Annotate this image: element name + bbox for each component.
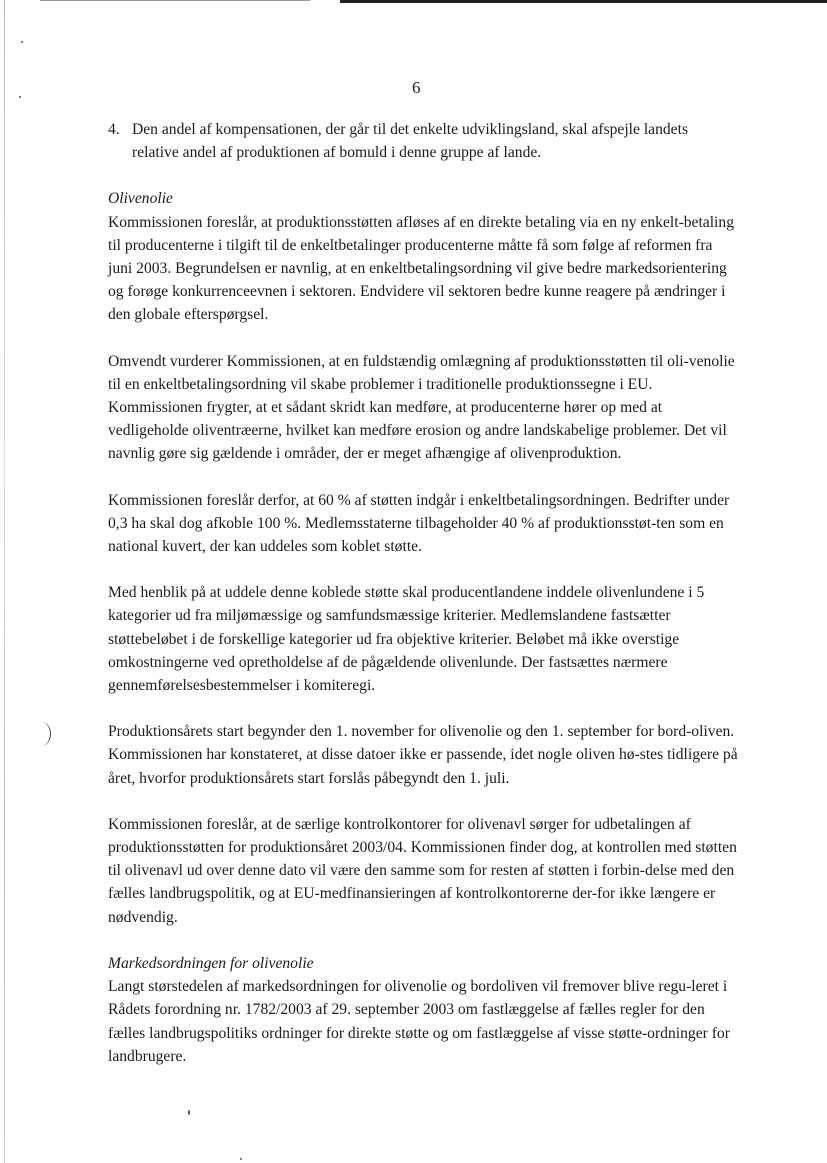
section-heading-olivenolie: Olivenolie [108,190,173,208]
scan-speck [240,1158,242,1160]
paragraph: Kommissionen foreslår, at produktionsstøtten afløses af en direkte betaling via en ny enkelt-betaling til producenterne i tilgift til de enkeltbetalinger producenterne måtte få som følge af reformen fra juni 2003. Begrundelsen er navnlig, at en enkeltbetalingsordning vil give bedre markedsorientering og forøge konkurrenceevnen i sektoren. Endvidere vil sektoren bedre kunne reagere på ændringer i den globale efterspørgsel. [108,213,734,324]
scan-artifact-top-right [340,0,827,3]
scan-speck [188,1110,190,1115]
section-heading-markedsordningen: Markedsordningen for olivenolie [108,954,314,972]
scan-speck [21,41,23,43]
page-body [108,118,738,1091]
scan-artifact-left-edge [4,0,5,1163]
paragraph: Kommissionen foreslår derfor, at 60 % af støtten indgår i enkeltbetalingsordningen. Bedrifter under 0,3 ha skal dog afkoble 100 %. Medlemsstaterne tilbageholder 40 % af produktionsstøt-ten som en national kuvert, der kan uddeles som koblet støtte. [108,491,730,556]
list-item-text: Den andel af kompensationen, der går til det enkelte udviklingsland, skal afspejle landets relative andel af produktionen af bomuld i denne gruppe af lande. [132,121,689,162]
page-number: 6 [412,78,421,97]
list-item [108,118,738,164]
scan-speck [19,96,21,98]
paragraph: Omvendt vurderer Kommissionen, at en fuldstændig omlægning af produktionsstøtten til oli-venolie til en enkeltbetalingsordning vil skabe problemer i traditionelle produktionssegne i EU. Kommissionen frygter, at et sådant skridt kan medføre, at producenterne hører op med at vedligeholde oliventræerne, hvilket kan medføre erosion og andre landskabelige problemer. Det vil navnlig gøre sig gældende i områder, der er meget afhængige af olivenproduktion. [108,352,735,463]
paragraph: Kommissionen foreslår, at de særlige kontrolkontorer for olivenavl sørger for udbetalingen af produktionsstøtten for produktionsåret 2003/04. Kommissionen finder dog, at kontrollen med støtten til olivenavl ud over denne dato vil være den samme som for resten af støtten i forbin-delse med den fælles landbrugspolitik, og at EU-medfinansieringen af kontrolkontorerne der-for ikke længere er nødvendig. [108,815,737,926]
paragraph: Med henblik på at uddele denne koblede støtte skal producentlandene inddele olivenlundene i 5 kategorier ud fra miljømæssige og samfundsmæssige kriterier. Medlemslandene fastsætter støttebeløbet i de forskellige kategorier ud fra objektive kriterier. Beløbet må ikke overstige omkostningerne ved opretholdelse af de pågældende olivenlunde. Der fastsættes nærmere gennemførelsesbestemmelser i komiteregi. [108,584,705,695]
paragraph: Langt størstedelen af markedsordningen for olivenolie og bordoliven vil fremover blive regu-leret i Rådets forordning nr. 1782/2003 af 29. september 2003 om fastlæggelse af fælles regler for den fælles landbrugspolitiks ordninger for direkte støtte og om fastlæggelse af visse støtte-ordninger for landbrugere. [108,978,730,1065]
list-item-number: 4. [108,121,120,138]
margin-mark [32,722,51,746]
paragraph: Produktionsårets start begynder den 1. november for olivenolie og den 1. september for bord-oliven. Kommissionen har konstateret, at disse datoer ikke er passende, idet nogle oliven hø-stes tidligere på året, hvorfor produktionsårets start forslås påbegyndt den 1. juli. [108,723,738,787]
scan-artifact-top-left [40,0,310,1]
